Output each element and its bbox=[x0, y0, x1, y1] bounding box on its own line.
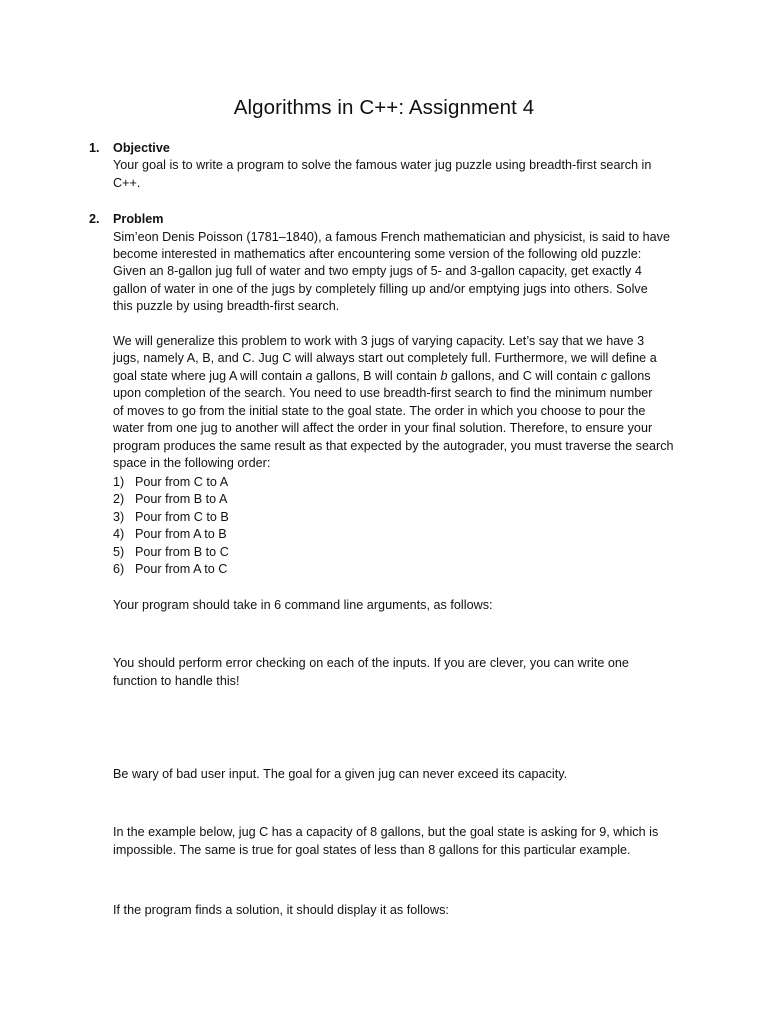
solution-paragraph: If the program finds a solution, it should display it as follows: bbox=[113, 903, 449, 917]
list-item: Pour from B to A bbox=[135, 492, 228, 506]
problem-text-line: gallon of water in one of the jugs by completely filling up and/or emptying jugs into others. Solve bbox=[113, 282, 648, 296]
list-item-number: 5) bbox=[113, 545, 125, 559]
problem-text-line: Given an 8-gallon jug full of water and two empty jugs of 5- and 3-gallon capacity, get exactly 4 bbox=[113, 264, 642, 278]
list-item-number: 4) bbox=[113, 527, 125, 541]
list-item: Pour from A to B bbox=[135, 527, 227, 541]
errcheck-line: You should perform error checking on each of the inputs. If you are clever, you can write one bbox=[113, 656, 629, 670]
list-item: Pour from A to C bbox=[135, 562, 228, 576]
list-item: Pour from B to C bbox=[135, 545, 229, 559]
generalize-line: water from one jug to another will affect the order in your final solution. Therefore, to ensure your bbox=[113, 421, 653, 435]
generalize-line: space in the following order: bbox=[113, 456, 271, 470]
goal-text: gallons, B will contain bbox=[312, 369, 441, 383]
page-title: Algorithms in C++: Assignment 4 bbox=[233, 96, 535, 119]
generalize-line: jugs, namely A, B, and C. Jug C will always start out completely full. Furthermore, we will define a bbox=[113, 351, 657, 365]
var-c: c bbox=[600, 369, 608, 383]
section-number: 2. bbox=[89, 212, 100, 226]
objective-text-line: Your goal is to write a program to solve the famous water jug puzzle using breadth-first search in bbox=[113, 158, 652, 172]
var-a: a bbox=[305, 369, 313, 383]
generalize-line-goal bbox=[113, 368, 651, 385]
list-item: Pour from C to B bbox=[135, 510, 229, 524]
goal-text: gallons, and C will contain bbox=[447, 369, 601, 383]
goal-text: goal state where jug A will contain bbox=[113, 369, 306, 383]
generalize-line: upon completion of the search. You need to use breadth-first search to find the minimum number bbox=[113, 386, 653, 400]
problem-text-line: Sim’eon Denis Poisson (1781–1840), a famous French mathematician and physicist, is said to have bbox=[113, 230, 671, 244]
section-heading-objective: Objective bbox=[113, 141, 170, 155]
generalize-line: We will generalize this problem to work with 3 jugs of varying capacity. Let’s say that we have 3 bbox=[113, 334, 645, 348]
generalize-line: program produces the same result as that expected by the autograder, you must traverse the search bbox=[113, 439, 674, 453]
list-item-number: 2) bbox=[113, 492, 125, 506]
example-line: impossible. The same is true for goal states of less than 8 gallons for this particular example. bbox=[113, 843, 631, 857]
wary-paragraph: Be wary of bad user input. The goal for a given jug can never exceed its capacity. bbox=[113, 767, 568, 781]
list-item-number: 3) bbox=[113, 510, 125, 524]
list-item: Pour from C to A bbox=[135, 475, 229, 489]
section-heading-problem: Problem bbox=[113, 212, 164, 226]
goal-text: gallons bbox=[607, 369, 651, 383]
example-line: In the example below, jug C has a capacity of 8 gallons, but the goal state is asking for 9, which is bbox=[113, 825, 659, 839]
list-item-number: 1) bbox=[113, 475, 125, 489]
list-item-number: 6) bbox=[113, 562, 125, 576]
problem-text-line: become interested in mathematics after encountering some version of the following old puzzle: bbox=[113, 247, 642, 261]
problem-text-line: this puzzle by using breadth-first search. bbox=[113, 299, 340, 313]
errcheck-line: function to handle this! bbox=[113, 674, 240, 688]
generalize-line: of moves to go from the initial state to the goal state. The order in which you choose to pour the bbox=[113, 404, 646, 418]
cmdline-paragraph: Your program should take in 6 command line arguments, as follows: bbox=[113, 598, 493, 612]
var-b: b bbox=[440, 369, 448, 383]
objective-text-line: C++. bbox=[113, 176, 141, 190]
section-number: 1. bbox=[89, 141, 100, 155]
